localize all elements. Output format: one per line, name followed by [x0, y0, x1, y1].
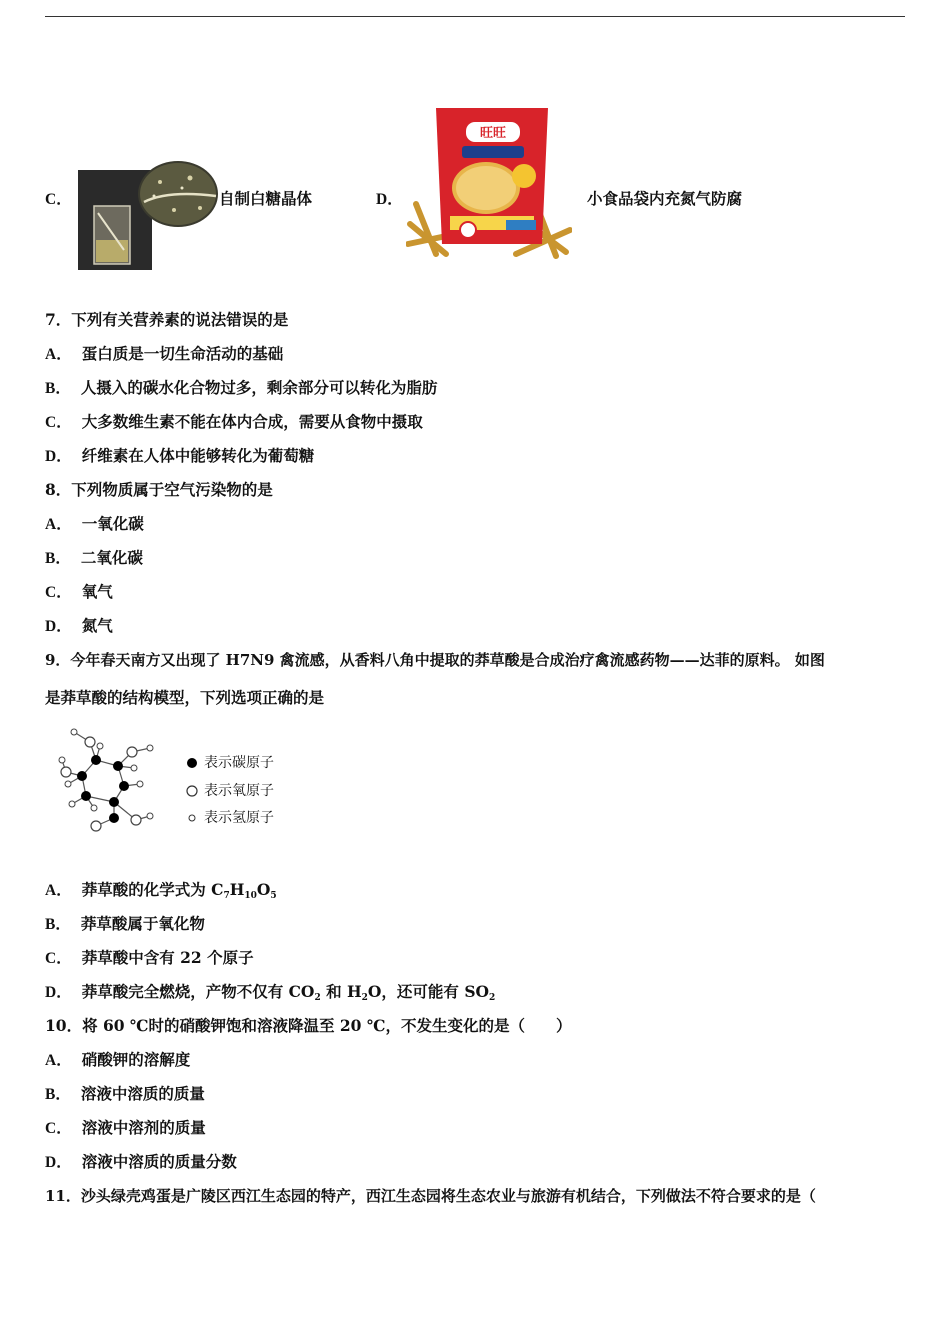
svg-text:旺旺: 旺旺	[479, 126, 507, 141]
oxygen-atom-icon	[186, 785, 198, 797]
q8-option-c: C． 氧气	[45, 582, 113, 601]
sugar-crystal-image	[78, 158, 220, 274]
shikimic-acid-molecule-model	[52, 726, 162, 836]
q10-option-c: C． 溶液中溶剂的质量	[45, 1118, 206, 1137]
q9-option-a: A． 莽草酸的化学式为 $C_7H_{10}O_5$	[45, 880, 277, 901]
legend-carbon: 表示碳原子	[186, 752, 274, 772]
q11-stem: 11．沙头绿壳鸡蛋是广陵区西江生态园的特产，西江生态园将生态农业与旅游有机结合，下列做法不符合要求的是（	[45, 1187, 816, 1205]
q10-option-d: D． 溶液中溶质的质量分数	[45, 1152, 237, 1171]
q7-option-b: B． 人摄入的碳水化合物过多，剩余部分可以转化为脂肪	[45, 378, 438, 397]
q8-option-a: A． 一氧化碳	[45, 514, 144, 533]
carbon-atom-icon	[186, 757, 198, 769]
q7-option-d: D． 纤维素在人体中能够转化为葡萄糖	[45, 446, 315, 465]
q8-stem: 8．下列物质属于空气污染物的是	[45, 480, 273, 499]
q6-option-d-text: 小食品袋内充氮气防腐	[587, 189, 743, 208]
hydrogen-atom-icon	[186, 812, 198, 824]
q10-option-b: B． 溶液中溶质的质量	[45, 1084, 205, 1103]
q10-option-a: A． 硝酸钾的溶解度	[45, 1050, 191, 1069]
q7-stem: 7．下列有关营养素的说法错误的是	[45, 310, 289, 329]
legend-oxygen: 表示氧原子	[186, 780, 274, 800]
header-rule	[45, 16, 905, 17]
q9-option-d: D． 莽草酸完全燃烧，产物不仅有 $CO_2$ 和 $H_2O$，还可能有 $SO_2$	[45, 982, 496, 1003]
q9-option-b: B． 莽草酸属于氧化物	[45, 914, 205, 933]
q6-option-c-text: 自制白糖晶体	[219, 189, 313, 208]
q9-option-c: C． 莽草酸中含有 22 个原子	[45, 948, 254, 967]
q6-option-d-label: D．	[376, 191, 403, 208]
q9-stem-line1: 9．今年春天南方又出现了 H7N9 禽流感，从香料八角中提取的莽草酸是合成治疗禽流感药物——达菲的原料。 如图	[45, 651, 825, 669]
snack-bag-image	[406, 104, 572, 262]
q9-stem-line2: 是莽草酸的结构模型，下列选项正确的是	[45, 688, 325, 707]
q6-option-c-label: C．	[45, 191, 72, 208]
q10-stem: 10．将 60 ℃时的硝酸钾饱和溶液降温至 20 ℃，不发生变化的是（ ）	[45, 1016, 572, 1035]
legend-hydrogen: 表示氢原子	[186, 807, 274, 827]
q8-option-b: B． 二氧化碳	[45, 548, 143, 567]
q8-option-d: D． 氮气	[45, 616, 113, 635]
q7-option-c: C． 大多数维生素不能在体内合成，需要从食物中摄取	[45, 412, 423, 431]
q7-option-a: A． 蛋白质是一切生命活动的基础	[45, 344, 284, 363]
